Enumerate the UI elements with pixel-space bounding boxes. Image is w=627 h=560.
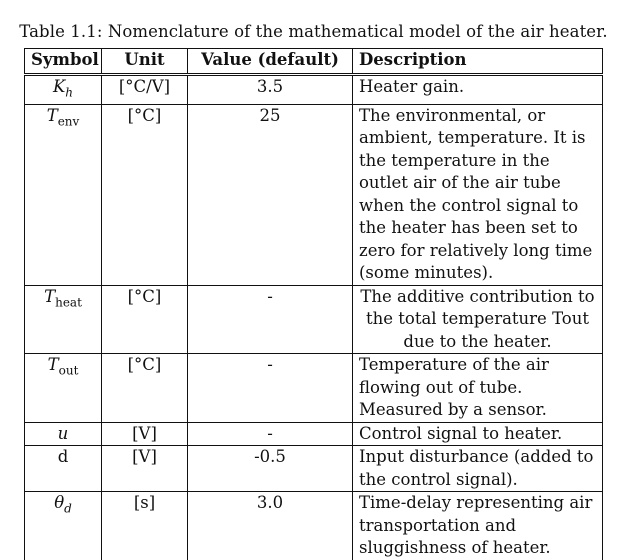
description-cell: Input disturbance (added to the control signal). <box>353 446 603 492</box>
unit-cell: [°C] <box>102 354 188 423</box>
header-symbol: Symbol <box>25 49 102 75</box>
unit-cell: [V] <box>102 422 188 446</box>
header-value: Value (default) <box>188 49 353 75</box>
unit-cell: [°C] <box>102 285 188 354</box>
description-cell: Control signal to heater. <box>353 422 603 446</box>
description-cell: Time-delay representing air transportation and sluggishness of heater. <box>353 492 603 560</box>
description-cell: The additive contribution to the total temperature Tout due to the heater. <box>353 285 603 354</box>
table-row <box>25 285 603 354</box>
symbol-cell: u <box>25 422 102 446</box>
table-row <box>25 75 603 105</box>
description-cell: Heater gain. <box>353 75 603 105</box>
table-row <box>25 422 603 446</box>
value-cell: - <box>188 354 353 423</box>
symbol-cell: $\theta_d$ <box>25 492 102 560</box>
table-row <box>25 354 603 423</box>
header-unit: Unit <box>102 49 188 75</box>
value-cell: - <box>188 285 353 354</box>
header-row <box>25 49 603 75</box>
symbol-cell: d <box>25 446 102 492</box>
unit-cell: [°C] <box>102 104 188 285</box>
symbol-cell: $T_{out}$ <box>25 354 102 423</box>
value-cell: - <box>188 422 353 446</box>
unit-cell: [°C/V] <box>102 75 188 105</box>
value-cell: 3.0 <box>188 492 353 560</box>
table-row <box>25 446 603 492</box>
symbol-cell: $T_{env}$ <box>25 104 102 285</box>
description-cell: The environmental, or ambient, temperature. It is the temperature in the outlet air of the air tube when the control signal to the heater has been set to zero for relatively long time (some minutes). <box>353 104 603 285</box>
value-cell: -0.5 <box>188 446 353 492</box>
header-description: Description <box>353 49 603 75</box>
value-cell: 25 <box>188 104 353 285</box>
table-row <box>25 492 603 560</box>
value-cell: 3.5 <box>188 75 353 105</box>
unit-cell: [s] <box>102 492 188 560</box>
unit-cell: [V] <box>102 446 188 492</box>
symbol-cell: $T_{heat}$ <box>25 285 102 354</box>
table-row <box>25 104 603 285</box>
nomenclature-table <box>24 48 603 560</box>
description-cell: Temperature of the air flowing out of tube. Measured by a sensor. <box>353 354 603 423</box>
symbol-cell: $K_h$ <box>25 75 102 105</box>
table-caption: Table 1.1: Nomenclature of the mathematical model of the air heater. <box>19 22 608 41</box>
